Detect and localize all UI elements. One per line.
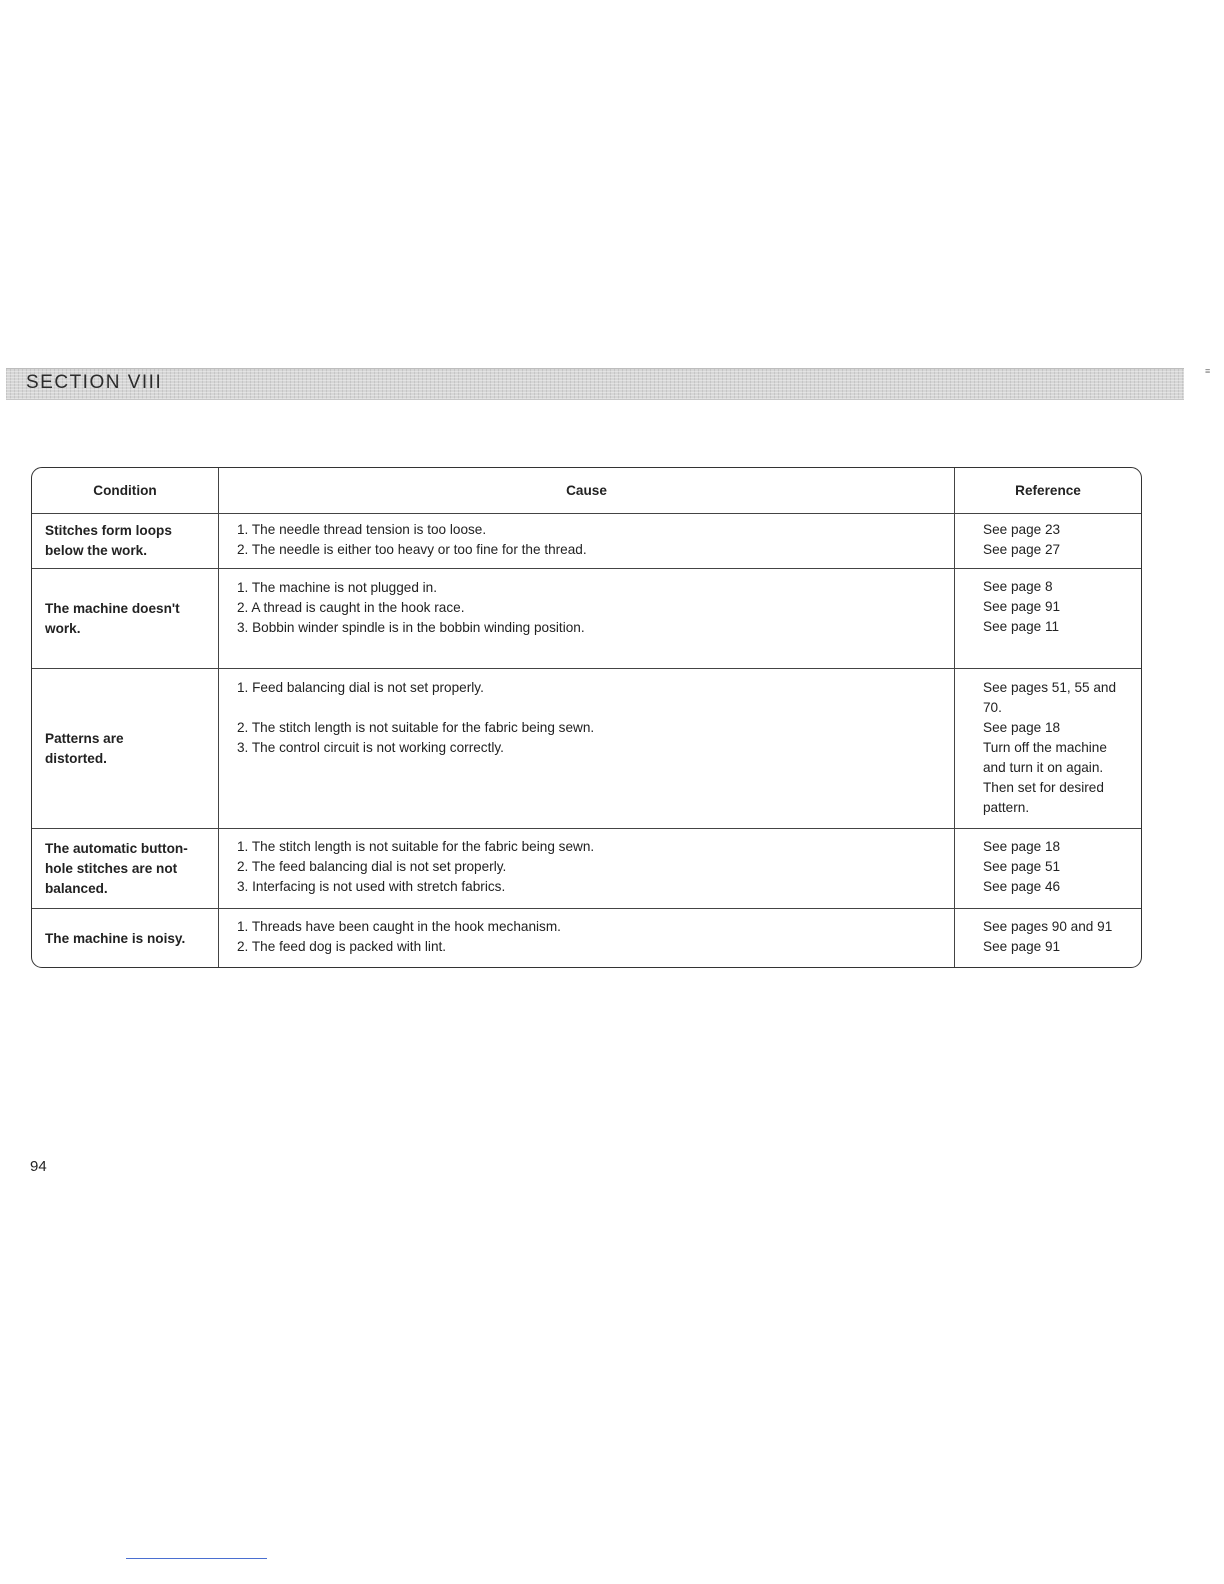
reference-item: Then set for desired — [983, 780, 1104, 795]
cause-item: 3. The control circuit is not working correctly. — [237, 740, 504, 755]
cause-item: 2. A thread is caught in the hook race. — [237, 600, 465, 615]
condition-cell — [32, 514, 219, 568]
reference-item: pattern. — [983, 800, 1030, 815]
cause-item: 1. Threads have been caught in the hook mechanism. — [237, 919, 561, 934]
condition-line: The machine doesn't — [45, 600, 180, 616]
cause-item: 1. The needle thread tension is too loose. — [237, 522, 487, 537]
condition-cell — [32, 909, 219, 968]
reference-item: 70. — [983, 700, 1002, 715]
condition-line: The machine is noisy. — [45, 930, 186, 946]
cause-spacer — [237, 698, 944, 718]
reference-item: See page 27 — [983, 542, 1061, 557]
header-cause: Cause — [219, 468, 955, 513]
troubleshooting-table — [31, 467, 1142, 968]
cause-item: 2. The feed dog is packed with lint. — [237, 939, 447, 954]
condition-line: The automatic button- — [45, 840, 188, 856]
table-header-row — [32, 468, 1141, 514]
cause-cell — [219, 909, 955, 968]
table-body — [32, 514, 1141, 968]
cause-item: 1. Feed balancing dial is not set properly. — [237, 680, 484, 695]
condition-cell — [32, 569, 219, 668]
reference-item: Turn off the machine — [983, 740, 1107, 755]
header-reference: Reference — [1015, 482, 1081, 498]
reference-item: See page 91 — [983, 939, 1061, 954]
reference-item: See page 51 — [983, 859, 1061, 874]
condition-line: hole stitches are not — [45, 860, 178, 876]
reference-item: See page 18 — [983, 839, 1061, 854]
section-banner — [6, 368, 1184, 400]
table-row — [32, 569, 1141, 669]
edge-mark: ≡ — [1205, 366, 1211, 376]
reference-item: See page 11 — [983, 619, 1060, 634]
cause-item: 2. The needle is either too heavy or too fine for the thread. — [237, 542, 587, 557]
footer-rule — [126, 1558, 267, 1559]
page-number: 94 — [30, 1158, 47, 1175]
reference-cell — [955, 669, 1141, 828]
cause-item: 3. Bobbin winder spindle is in the bobbin winding position. — [237, 620, 585, 635]
condition-cell — [32, 669, 219, 828]
condition-line: Stitches form loops — [45, 523, 172, 538]
reference-cell — [955, 514, 1141, 568]
cause-cell — [219, 514, 955, 568]
condition-line: balanced. — [45, 880, 108, 896]
reference-item: See pages 51, 55 and — [983, 680, 1117, 695]
condition-line: work. — [45, 620, 81, 636]
reference-item: See page 18 — [983, 720, 1061, 735]
table-row — [32, 669, 1141, 829]
cause-item: 2. The feed balancing dial is not set properly. — [237, 859, 507, 874]
reference-item: See pages 90 and 91 — [983, 919, 1113, 934]
reference-item: and turn it on again. — [983, 760, 1104, 775]
cause-item: 3. Interfacing is not used with stretch fabrics. — [237, 879, 506, 894]
header-condition: Condition — [32, 468, 219, 513]
reference-cell — [955, 909, 1141, 968]
cause-cell — [219, 829, 955, 908]
reference-item: See page 46 — [983, 879, 1061, 894]
reference-item: See page 91 — [983, 599, 1061, 614]
table-row — [32, 909, 1141, 968]
condition-line: below the work. — [45, 543, 147, 558]
condition-line: distorted. — [45, 750, 107, 766]
reference-cell — [955, 829, 1141, 908]
reference-item: See page 23 — [983, 522, 1061, 537]
reference-item: See page 8 — [983, 579, 1053, 594]
reference-cell — [955, 569, 1141, 668]
cause-item: 1. The stitch length is not suitable for the fabric being sewn. — [237, 839, 595, 854]
section-title: SECTION VIII — [26, 372, 163, 393]
cause-cell — [219, 569, 955, 668]
condition-line: Patterns are — [45, 730, 124, 746]
condition-cell — [32, 829, 219, 908]
table-row — [32, 514, 1141, 569]
table-row — [32, 829, 1141, 909]
cause-item: 2. The stitch length is not suitable for the fabric being sewn. — [237, 720, 595, 735]
cause-item: 1. The machine is not plugged in. — [237, 580, 438, 595]
cause-cell — [219, 669, 955, 828]
